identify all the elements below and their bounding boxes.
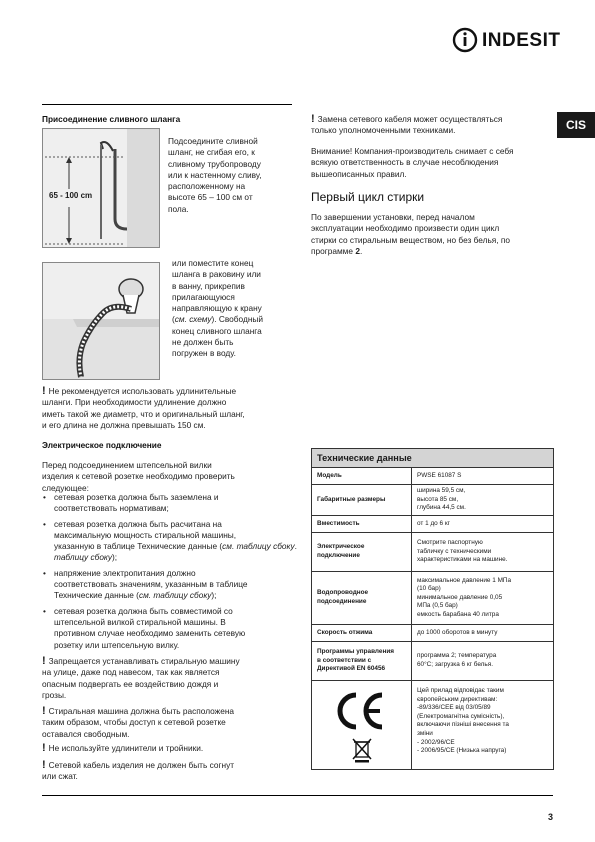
technical-data-table [311, 448, 554, 770]
ce-marking-cell [312, 681, 412, 769]
table-row: Водопроводное подсоединение максимальное давление 1 МПа (10 бар) минимальное давление 0,05 МПа (0,5 бар) емкость барабана 40 литра [312, 572, 553, 625]
ce-directives-text: Цей прилад відповідає таким європейським директивам: -89/336/CEE від 03/05/89 (Електромагнітна сумісність), включаючи пізніші внесення та зміни - 2002/96/CE - 2006/95/CE (Низька напруга) [417, 687, 509, 755]
height-label: 65 - 100 cm [49, 191, 93, 200]
table-row: Скорость отжима до 1000 оборотов в минуту [312, 625, 553, 642]
hose-text-2: или поместите конец шланга в раковину или в ванну, прикрепив прилагающуюся направляющую к крану (см. схему). Свободный конец сливного шланга не должен быть погружен в воду. [172, 258, 263, 359]
table-row: Электрическое подключение Смотрите паспортную табличку с техническими характеристиками на машине. [312, 533, 553, 572]
hose-extension-warning: ! Не рекомендуется использовать удлинительные шланги. При необходимости удлинение должно иметь такой же диаметр, что и оригинальный шланг, и его длина не должна превышать 150 см. [42, 385, 245, 430]
socket-access-warning: ! Стиральная машина должна быть расположена таким образом, чтобы доступ к сетевой розетке оставался свободным. [42, 705, 235, 739]
hose-heading: Присоединение сливного шланга [42, 114, 181, 124]
list-item: • сетевая розетка должна быть расчитана на максимальную мощность стиральной машины, указанную в таблице Технические данные (см. таблицу сбоку. таблицу сбоку); [42, 519, 297, 564]
drain-height-figure [42, 128, 160, 248]
top-rule [42, 104, 292, 105]
manufacturer-notice: Внимание! Компания-производитель снимает с себя всякую ответственность в случае несоблюдения вышеописанных правил. [311, 146, 514, 179]
brand-name: INDESIT [482, 30, 561, 51]
cable-bend-warning: ! Сетевой кабель изделия не должен быть согнут или сжат. [42, 759, 235, 782]
electrical-intro: Перед подсоединением штепсельной вилки изделия к сетевой розетке необходимо проверить следующее: [42, 460, 235, 493]
first-cycle-text: По завершении установки, перед началом эксплуатации необходимо произвести один цикл стирки со стиральным веществом, но без белья, по программе 2. [311, 212, 510, 256]
extension-warning: ! Не используйте удлинители и тройники. [42, 742, 204, 754]
indesit-ring-icon [452, 27, 478, 53]
table-row [312, 681, 553, 769]
table-row: Вместимость от 1 до 6 кг [312, 516, 553, 533]
page-number: 3 [547, 812, 553, 822]
table-row: Модель PWSE 61087 S [312, 468, 553, 485]
weee-bin-icon [351, 737, 373, 763]
first-cycle-heading: Первый цикл стирки [311, 190, 425, 204]
cis-tab: CIS [557, 112, 595, 138]
outdoor-warning: ! Запрещается устанавливать стиральную машину на улице, даже под навесом, так как является опасным подвергать ее воздействию дождя и грозы. [42, 655, 240, 700]
table-row: Программы управления в соответствии с Директивой EN 60456 программа 2; температура 60°C; загрузка 6 кг белья. [312, 642, 553, 681]
bottom-rule [42, 795, 553, 796]
technical-data-title: Технические данные [312, 449, 553, 468]
sink-hose-figure [42, 262, 160, 380]
cable-replacement-warning: ! Замена сетевого кабеля может осуществляться только уполномоченными техниками. [311, 113, 503, 136]
list-item: • напряжение электропитания должно соответствовать значениям, указанным в таблице Технические данные (см. таблицу сбоку); [42, 568, 297, 602]
list-item: • сетевая розетка должна быть заземлена и соответствовать нормативам; [42, 492, 297, 515]
indesit-logo [452, 27, 562, 55]
table-row: Габаритные размеры ширина 59,5 см, высота 85 см, глубина 44,5 см. [312, 485, 553, 516]
hose-text-1: Подсоедините сливной шланг, не сгибая его, к сливному трубопроводу или к настенному сливу, расположенному на высоте 65 – 100 см от пола. [168, 136, 262, 214]
electrical-checklist [42, 492, 297, 655]
list-item: • сетевая розетка должна быть совместимой со штепсельной вилкой стиральной машины. В противном случае необходимо заменить сетевую розетку или штепсельную вилку. [42, 606, 297, 651]
electrical-heading: Электрическое подключение [42, 440, 162, 450]
